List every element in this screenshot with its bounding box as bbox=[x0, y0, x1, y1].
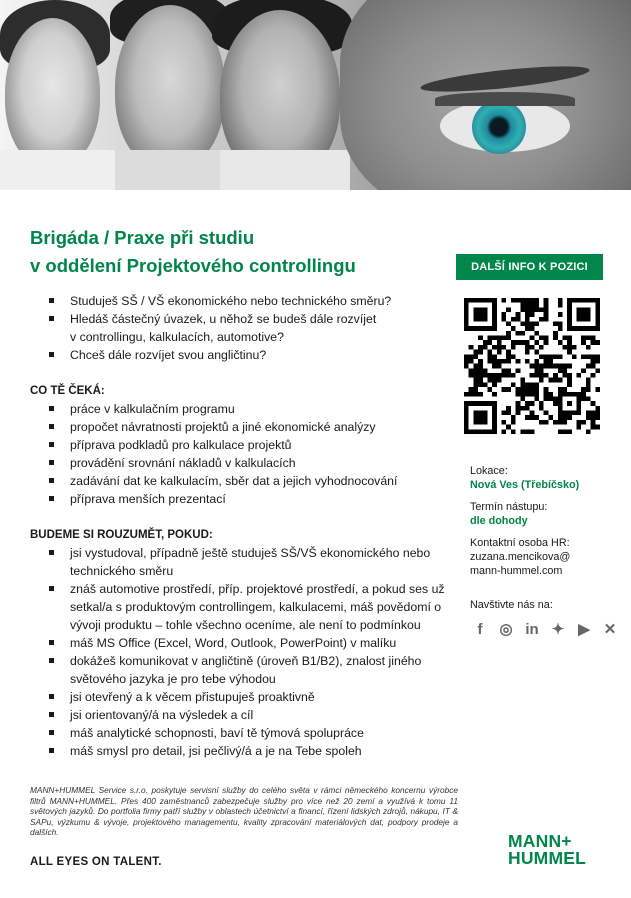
person-face-2 bbox=[115, 5, 225, 170]
contact-email-line-1[interactable]: zuzana.mencikova@ bbox=[470, 551, 571, 563]
job-title-line-1: Brigáda / Praxe při studiu bbox=[30, 227, 255, 248]
what-awaits-item: práce v kalkulačním programu bbox=[30, 400, 450, 418]
what-awaits-list bbox=[30, 400, 450, 508]
requirement-item: dokážeš komunikovat v angličtině (úroveň B1/B2), znalost jiného světového jazyka je pro tebe výhodou bbox=[30, 652, 450, 688]
contact-block bbox=[470, 536, 570, 578]
intro-item: Chceš dále rozvíjet svou angličtinu? bbox=[30, 346, 450, 364]
linkedin-icon[interactable]: in bbox=[525, 621, 539, 638]
contact-email-line-2[interactable]: mann-hummel.com bbox=[470, 565, 563, 577]
person-shirt-3 bbox=[220, 150, 350, 190]
start-date-block bbox=[470, 500, 547, 528]
requirement-item: znáš automotive prostředí, příp. projektové prostředí, a pokud ses už setkal/a s produktovým controllingem, kalkulacemi, máš povědomí o vývoji produktu – tohle všechno oceníme, ale není to podmínkou bbox=[30, 580, 450, 634]
slogan: ALL EYES ON TALENT. bbox=[30, 856, 162, 868]
twitter-icon[interactable]: ✦ bbox=[551, 621, 565, 638]
what-awaits-item: zadávání dat ke kalkulacím, sběr dat a jejich vyhodnocování bbox=[30, 472, 450, 490]
location-label: Lokace: bbox=[470, 465, 508, 477]
requirement-item: máš smysl pro detail, jsi pečlivý/á a je na Tebe spoleh bbox=[30, 742, 450, 760]
section-requirements-heading: BUDEME SI ROUZUMĚT, POKUD: bbox=[30, 529, 213, 541]
what-awaits-item: příprava podkladů pro kalkulace projektů bbox=[30, 436, 450, 454]
more-info-button[interactable]: DALŠÍ INFO K POZICI bbox=[456, 254, 603, 280]
intro-list bbox=[30, 292, 450, 364]
company-description: MANN+HUMMEL Service s.r.o. poskytuje servisní služby do celého světa v rámci německého koncernu výrobce filtrů MANN+HUMMEL. Přes 400 zaměstnanců zabezpečuje služby pro více než 20 zemí a využívá k tomu 11 světových jazyků. Do portfolia firmy patří služby v oblastech účetnictví a financí, řízení lidských zdrojů, nákupu, IT & SAPu, výzkumu & vývoje, projektového managementu, kvality zpracování materiálových dat, podpory prodeje a dalších. bbox=[30, 785, 458, 838]
job-title-line-2: v oddělení Projektového controllingu bbox=[30, 255, 356, 276]
logo-line-1: MANN+ bbox=[508, 831, 572, 851]
requirement-item: máš analytické schopnosti, baví tě týmová spolupráce bbox=[30, 724, 450, 742]
youtube-icon[interactable]: ▶ bbox=[578, 621, 590, 638]
logo-line-2: HUMMEL bbox=[508, 848, 586, 868]
person-face-1 bbox=[5, 18, 100, 168]
section-what-awaits-heading: CO TĚ ČEKÁ: bbox=[30, 385, 105, 397]
requirement-item: jsi otevřený a k věcem přistupuješ proaktivně bbox=[30, 688, 450, 706]
mann-hummel-logo bbox=[508, 833, 586, 867]
facebook-icon[interactable]: f bbox=[477, 621, 483, 638]
requirement-item: jsi vystudoval, případně ještě studuješ SŠ/VŠ ekonomického nebo technického směru bbox=[30, 544, 450, 580]
location-value: Nová Ves (Třebíčsko) bbox=[470, 479, 580, 491]
person-shirt-1 bbox=[0, 150, 120, 190]
eyelid bbox=[435, 92, 575, 106]
requirement-item: jsi orientovaný/á na výsledek a cíl bbox=[30, 706, 450, 724]
job-title bbox=[30, 224, 356, 280]
requirements-list bbox=[30, 544, 450, 760]
intro-item: Hledáš částečný úvazek, u něhož se budeš dále rozvíjet v controllingu, kalkulacích, automotive? bbox=[30, 310, 450, 346]
start-date-value: dle dohody bbox=[470, 515, 528, 527]
instagram-icon[interactable]: ◎ bbox=[499, 621, 513, 638]
person-shirt-2 bbox=[115, 150, 235, 190]
social-links bbox=[470, 620, 620, 640]
hero-image bbox=[0, 0, 631, 190]
what-awaits-item: příprava menších prezentací bbox=[30, 490, 450, 508]
requirement-item: máš MS Office (Excel, Word, Outlook, PowerPoint) v malíku bbox=[30, 634, 450, 652]
contact-label: Kontaktní osoba HR: bbox=[470, 537, 570, 549]
start-date-label: Termín nástupu: bbox=[470, 501, 548, 513]
xing-icon[interactable]: ✕ bbox=[603, 621, 617, 638]
eye-iris bbox=[472, 100, 526, 154]
what-awaits-item: propočet návratnosti projektů a jiné ekonomické analýzy bbox=[30, 418, 450, 436]
what-awaits-item: provádění srovnání nákladů v kalkulacích bbox=[30, 454, 450, 472]
location-block bbox=[470, 464, 579, 492]
visit-label: Navštivte nás na: bbox=[470, 599, 553, 611]
job-description bbox=[30, 292, 450, 760]
intro-item: Studuješ SŠ / VŠ ekonomického nebo technického směru? bbox=[30, 292, 450, 310]
qr-code[interactable] bbox=[464, 298, 600, 434]
